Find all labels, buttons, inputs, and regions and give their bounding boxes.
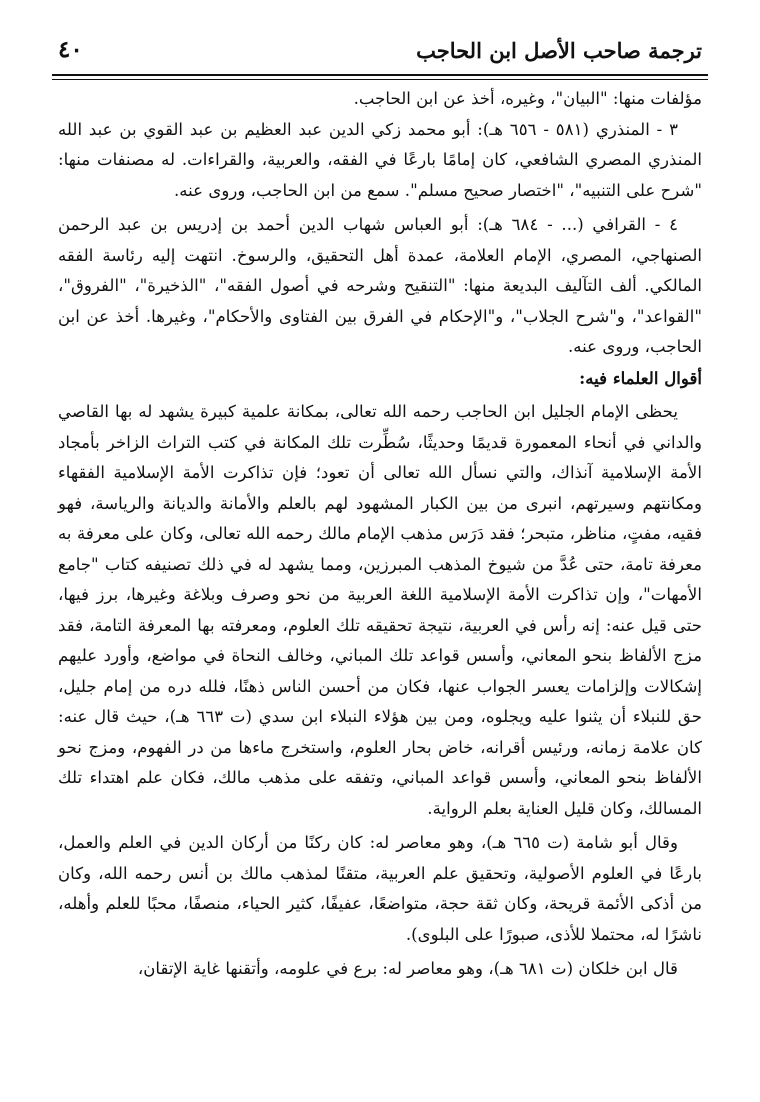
paragraph-scholars-praise: يحظى الإمام الجليل ابن الحاجب رحمه الله تعالى، بمكانة علمية كبيرة يشهد له بها القاصي والداني في أنحاء المعمورة قديمًا وحديثًا، سُطِّرت تلك المكانة في كتب التراث الزاخر بأمجاد الأمة الإسلامية آنذاك، والتي نسأل الله تعالى أن تعود؛ فإن تذاكرت الأمة الإسلامية الفقهاء ومكانتهم وسيرتهم، انبرى من بين الكبار المشهود لهم بالعلم والأمانة والديانة والرياسة، فهو فقيه، مفتٍ، مناظر، متبحر؛ فقد دَرَس مذهب الإمام مالك رحمه الله تعالى، وكان على معرفة به معرفة تامة، حتى عُدَّ من شيوخ المذهب المبرزين، ومما يشهد له في ذلك تصنيفه كتاب "جامع الأمهات"، وإن تذاكرت الأمة الإسلامية اللغة العربية من نحو وصرف وبلاغة وغيرها، برز فيها، حتى قيل عنه: إنه رأس في العربية، نتيجة تحقيقه تلك العلوم، ومعرفته بها المعرفة التامة، فقد مزج الألفاظ بنحو المعاني، وأسس قواعد تلك المباني، وخالف النحاة في مواضع، وأورد عليهم إشكالات وإلزامات يعسر الجواب عنها، فكان من أحسن الناس ذهنًا، فلله دره من إمام جليل، حق للنبلاء أن يثنوا عليه ويجلوه، ومن بين هؤلاء النبلاء ابن سدي (ت ٦٦٣ هـ)، حيث قال عنه: كان علامة زمانه، ورئيس أقرانه، خاض بحار العلوم، واستخرج ماءها من در الفهوم، ومزج نحو الألفاظ بنحو المعاني، وأسس قواعد المباني، وتفقه على مذهب مالك، فكان علم اهتداء تلك المسالك، وكان قليل العناية بعلم الرواية. [58, 402, 702, 818]
running-header [52, 34, 708, 72]
page-body [58, 84, 702, 985]
paragraph-qarafi: ٤ - القرافي (... - ٦٨٤ هـ): أبو العباس شهاب الدين أحمد بن إدريس بن عبد الرحمن الصنهاجي، المصري، الإمام العلامة، عمدة أهل التحقيق، والرسوخ. انتهت إليه رئاسة الفقه المالكي. ألف التآليف البديعة منها: "التنقيح وشرحه في أصول الفقه"، "الذخيرة"، "الفروق"، "القواعد"، و"شرح الجلاب"، و"الإحكام في الفرق بين الفتاوى والأحكام"، وغيرها. أخذ عن ابن الحاجب، وروى عنه. [58, 215, 702, 356]
section-heading: أقوال العلماء فيه: [579, 367, 702, 388]
paragraph-continued: مؤلفات منها: "البيان"، وغيره، أخذ عن ابن الحاجب. [353, 89, 702, 108]
paragraph-mundhiri: ٣ - المنذري (٥٨١ - ٦٥٦ هـ): أبو محمد زكي الدين عبد العظيم بن عبد القوي بن عبد الله المنذري المصري الشافعي، كان إمامًا بارعًا في الفقه، والعربية، والقراءات. له مصنفات منها: "شرح على التنبيه"، "اختصار صحيح مسلم". سمع من ابن الحاجب، وروى عنه. [58, 119, 702, 200]
header-rule-thin [52, 79, 708, 80]
page-number: ٤٠ [58, 36, 83, 63]
header-rule-thick [52, 74, 708, 76]
paragraph-ibn-khallikan: قال ابن خلكان (ت ٦٨١ هـ)، وهو معاصر له: برع في علومه، وأتقنها غاية الإتقان، [137, 959, 678, 978]
paragraph-abu-shama: وقال أبو شامة (ت ٦٦٥ هـ)، وهو معاصر له: كان ركنًا من أركان الدين في العلم والعمل، بارعًا في العلوم الأصولية، وتحقيق علم العربية، متقنًا لمذهب مالك بن أنس رحمه الله، وكان من أذكى الأئمة قريحة، وكان ثقة حجة، متواضعًا، عفيفًا، كثير الحياء، منصفًا، محبًا للعلم وأهله، ناشرًا له، محتملا للأذى، صبورًا على البلوى). [58, 833, 702, 944]
running-title: ترجمة صاحب الأصل ابن الحاجب [416, 38, 702, 63]
